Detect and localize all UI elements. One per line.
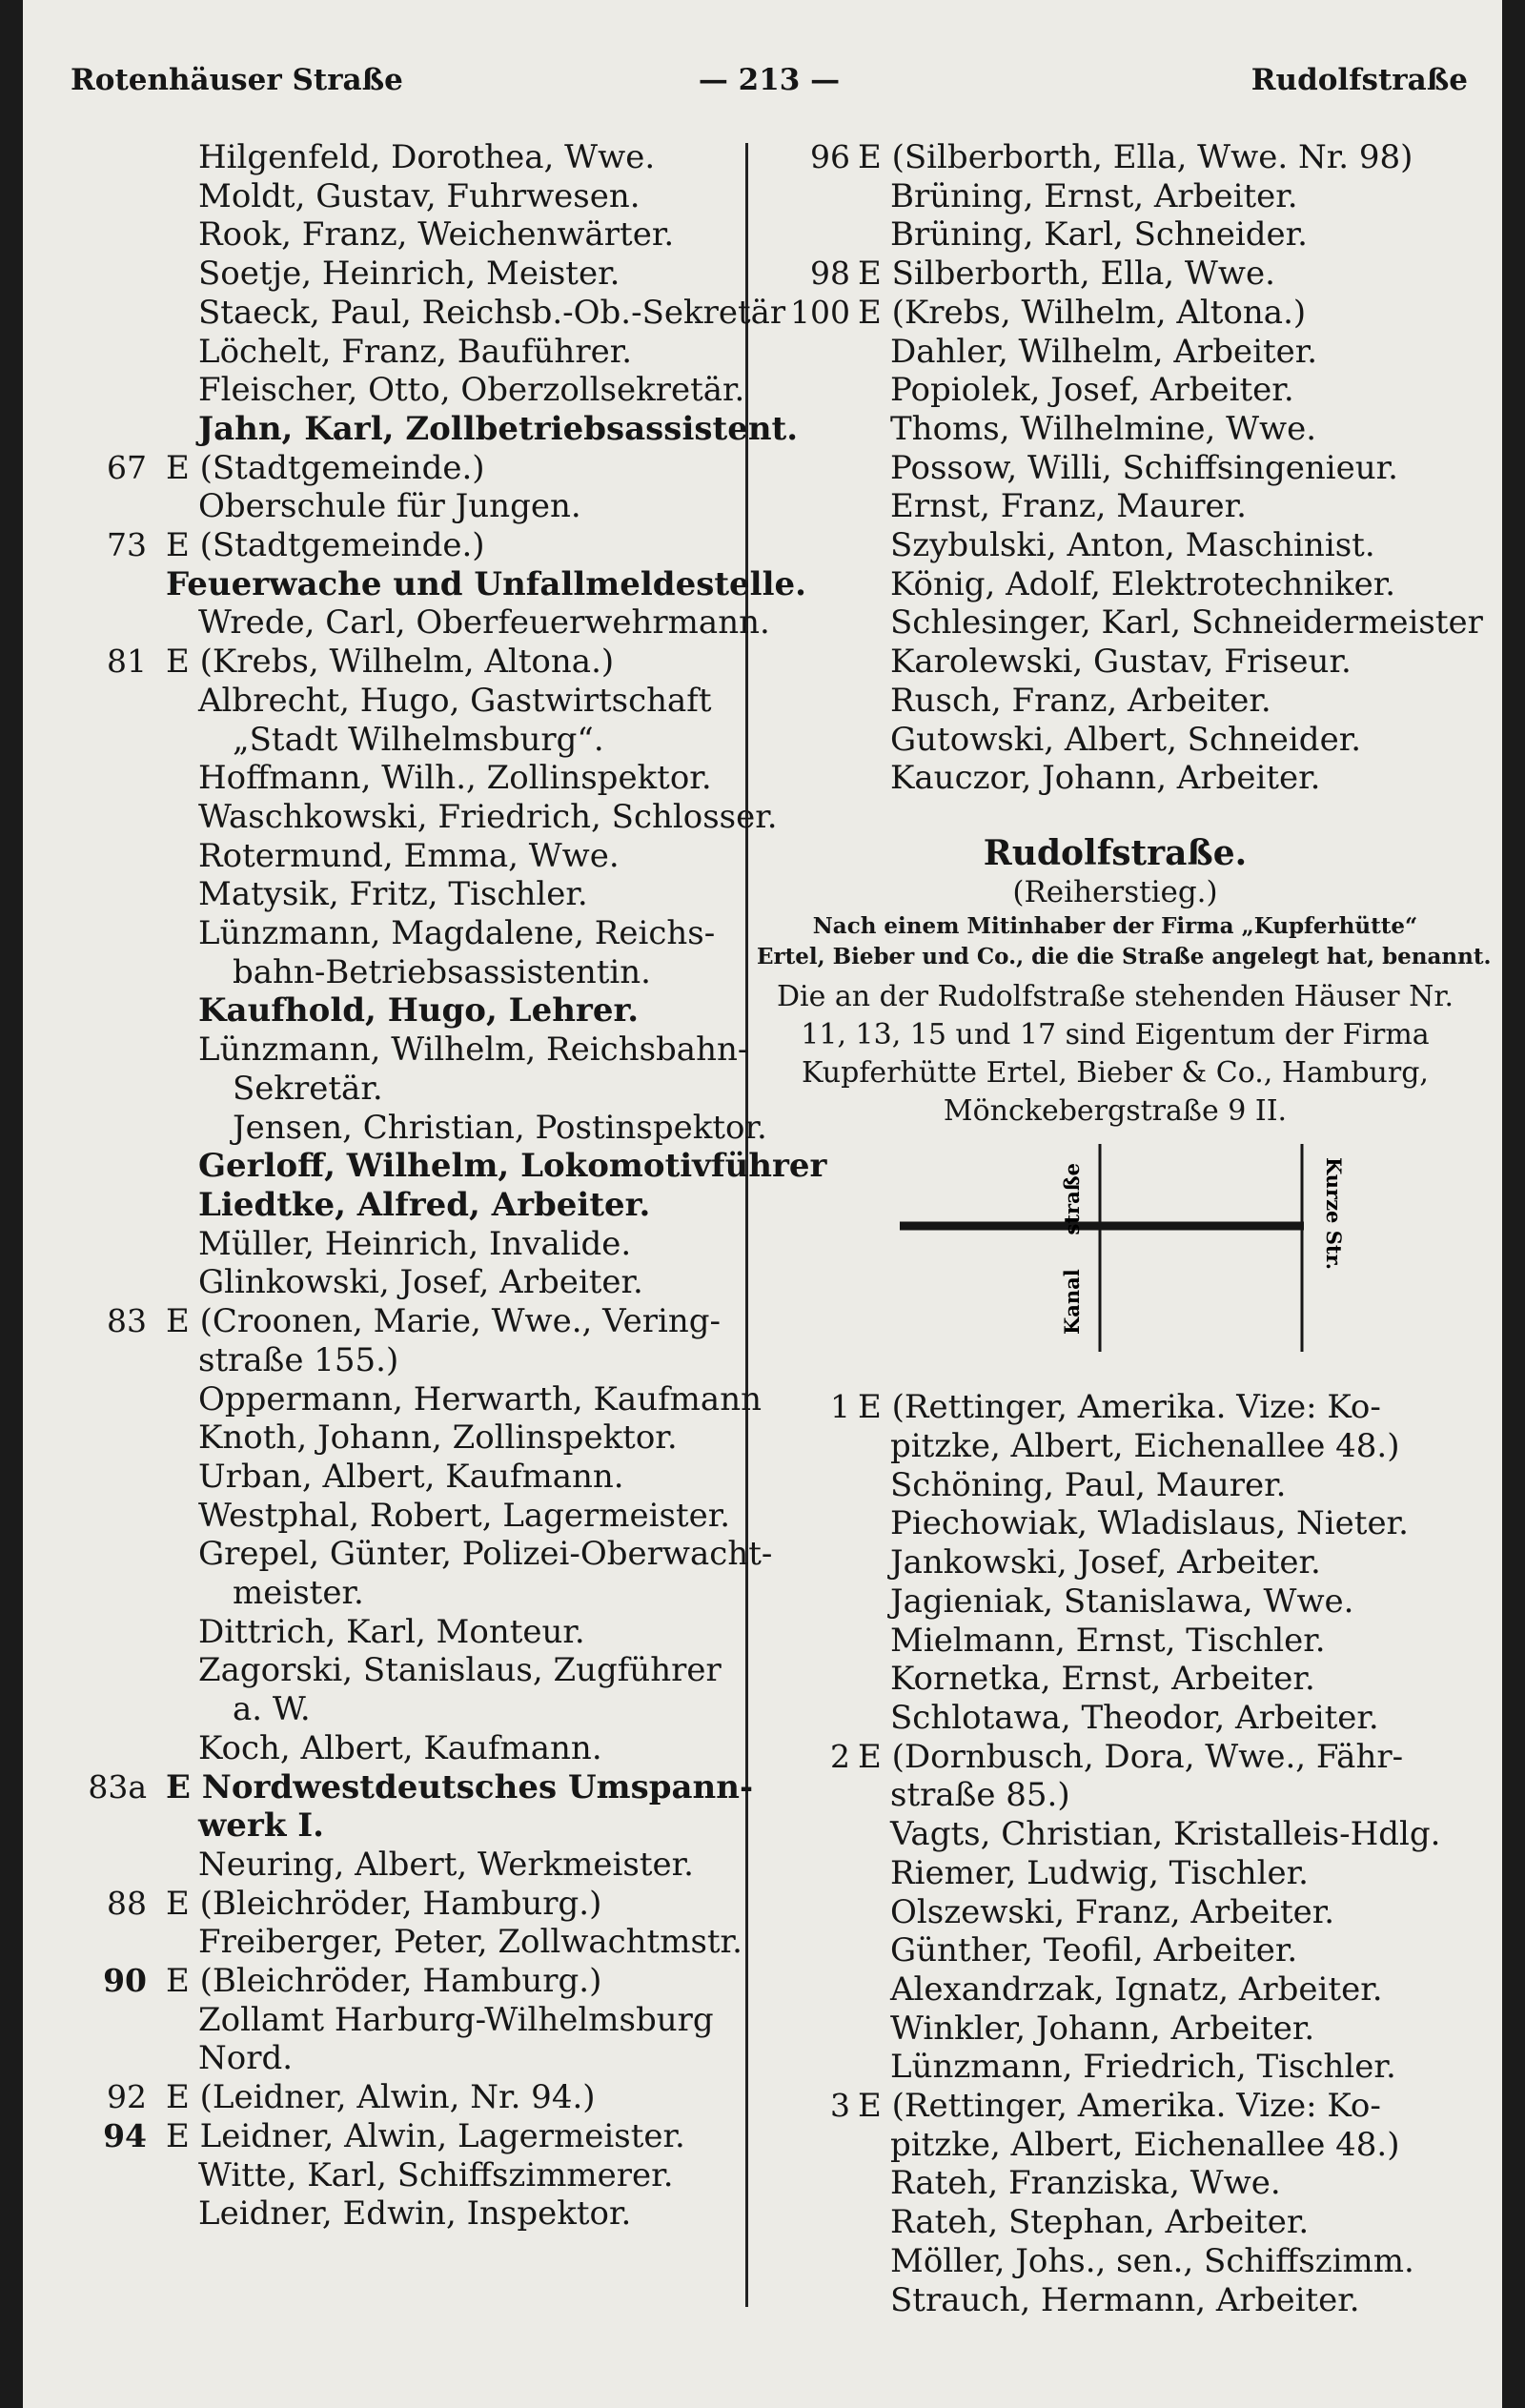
resident-line: Vagts, Christian, Kristalleis-Hdlg. — [890, 1815, 1441, 1854]
resident-line: Witte, Karl, Schiffszimmerer. — [198, 2155, 674, 2194]
house-number: 94 — [103, 2116, 147, 2154]
owner-line: straße 85.) — [890, 1776, 1070, 1815]
map-label-strasse: straße — [1060, 1163, 1084, 1235]
house-entry — [757, 293, 1483, 798]
resident-line: Dahler, Wilhelm, Arbeiter. — [890, 332, 1318, 371]
house-entry — [757, 255, 1474, 294]
resident-line: Rusch, Franz, Arbeiter. — [890, 681, 1271, 720]
resident-line: Winkler, Johann, Arbeiter. — [890, 2009, 1315, 2048]
resident-line: König, Adolf, Elektrotechniker. — [890, 564, 1396, 603]
street-subheading: (Reiherstieg.) — [1012, 874, 1218, 909]
resident-line: Grepel, Günter, Polizei-Oberwacht- — [198, 1535, 773, 1574]
owner-line: pitzke, Albert, Eichenallee 48.) — [890, 1427, 1400, 1466]
house-number: 98 — [810, 255, 850, 293]
resident-line: Brüning, Ernst, Arbeiter. — [890, 176, 1298, 215]
resident-line: Thoms, Wilhelmine, Wwe. — [890, 409, 1317, 448]
resident-line: Jensen, Christian, Postinspektor. — [233, 1108, 767, 1147]
resident-line: Schöning, Paul, Maurer. — [890, 1465, 1287, 1504]
owner-line: E (Stadtgemeinde.) — [166, 526, 485, 565]
resident-line: Koch, Albert, Kaufmann. — [198, 1728, 602, 1767]
resident-line: Glinkowski, Josef, Arbeiter. — [198, 1263, 643, 1302]
right-column — [757, 138, 1492, 2319]
house-entry — [80, 1767, 754, 1885]
owner-line: E (Bleichröder, Hamburg.) — [166, 1884, 602, 1923]
resident-line: Schlesinger, Karl, Schneidermeister — [890, 603, 1483, 643]
directory-page — [23, 0, 1502, 2408]
ownership-line: Mönckebergstraße 9 II. — [943, 1094, 1288, 1129]
owner-line: E (Rettinger, Amerika. Vize: Ko- — [858, 1388, 1381, 1427]
resident-line: Staeck, Paul, Reichsb.-Ob.-Sekretär — [198, 293, 786, 332]
house-number: 92 — [107, 2078, 147, 2116]
resident-line: Possow, Willi, Schiffsingenieur. — [890, 448, 1398, 487]
resident-line: Kornetka, Ernst, Arbeiter. — [890, 1660, 1315, 1699]
house-entry — [80, 526, 806, 643]
resident-line: Oppermann, Herwarth, Kaufmann — [198, 1379, 762, 1418]
house-entry — [80, 1302, 773, 1767]
resident-line: Olszewski, Franz, Arbeiter. — [890, 1892, 1335, 1931]
resident-line: Hilgenfeld, Dorothea, Wwe. — [198, 138, 656, 176]
house-number: 100 — [790, 293, 850, 331]
street-heading: Rudolfstraße. — [983, 832, 1248, 873]
owner-line: E Nordwestdeutsches Umspann- — [166, 1767, 754, 1806]
resident-line: Kauczor, Johann, Arbeiter. — [890, 759, 1321, 798]
owner-line: E (Leidner, Alwin, Nr. 94.) — [166, 2078, 596, 2117]
house-number: 67 — [107, 448, 147, 486]
column-divider — [745, 143, 748, 2307]
resident-line: Wrede, Carl, Oberfeuerwehrmann. — [198, 603, 770, 643]
resident-line: Rook, Franz, Weichenwärter. — [198, 215, 675, 255]
resident-line: Westphal, Robert, Lagermeister. — [198, 1496, 731, 1535]
resident-line: Dittrich, Karl, Monteur. — [198, 1612, 585, 1651]
house-number: 88 — [107, 1884, 147, 1922]
resident-line: Gutowski, Albert, Schneider. — [890, 720, 1362, 759]
resident-line: Löchelt, Franz, Bauführer. — [198, 332, 633, 371]
resident-line: Matysik, Fritz, Tischler. — [198, 875, 588, 914]
house-number: 83 — [107, 1302, 147, 1340]
resident-line: Rotermund, Emma, Wwe. — [198, 836, 620, 875]
resident-line: Müller, Heinrich, Invalide. — [198, 1224, 632, 1263]
resident-line: Jankowski, Josef, Arbeiter. — [890, 1543, 1321, 1582]
owner-line: werk I. — [198, 1806, 324, 1846]
house-entry — [757, 2087, 1474, 2319]
resident-line: Rateh, Franziska, Wwe. — [890, 2164, 1281, 2203]
owner-line: E (Krebs, Wilhelm, Altona.) — [166, 643, 615, 682]
running-head-right: Rudolfstraße — [1250, 63, 1468, 97]
house-entry — [757, 1738, 1474, 2087]
owner-line: E (Krebs, Wilhelm, Altona.) — [858, 293, 1307, 332]
ownership-line: Die an der Rudolfstraße stehenden Häuser Nr. — [776, 980, 1454, 1014]
house-entry — [80, 1962, 738, 2078]
street-location-map — [757, 1144, 1474, 1363]
resident-line: Kaufhold, Hugo, Lehrer. — [198, 991, 640, 1031]
running-head — [71, 63, 1468, 109]
resident-line: Szybulski, Anton, Maschinist. — [890, 526, 1375, 565]
owner-line: straße 155.) — [198, 1340, 399, 1379]
resident-line: meister. — [233, 1574, 364, 1613]
map-label-kurze-str: Kurze Str. — [1322, 1157, 1346, 1271]
resident-line: Alexandrzak, Ignatz, Arbeiter. — [890, 1969, 1383, 2009]
house-entry — [757, 138, 1474, 255]
street-name-note: Ertel, Bieber und Co., die die Straße angelegt hat, benannt. — [757, 944, 1492, 970]
institution-line: Feuerwache und Unfallmeldestelle. — [166, 564, 806, 603]
owner-line: E (Dornbusch, Dora, Wwe., Fähr- — [858, 1737, 1404, 1776]
street-name-note: Nach einem Mitinhaber der Firma „Kupferhütte“ — [812, 913, 1418, 940]
ownership-paragraph — [757, 978, 1474, 1131]
owner-line: E Silberborth, Ella, Wwe. — [858, 255, 1275, 294]
resident-line: Freiberger, Peter, Zollwachtmstr. — [198, 1923, 742, 1962]
house-entry — [757, 1388, 1474, 1737]
resident-line: Mielmann, Ernst, Tischler. — [890, 1621, 1326, 1660]
resident-line: Zollamt Harburg-Wilhelmsburg — [198, 2000, 714, 2039]
resident-line: Rateh, Stephan, Arbeiter. — [890, 2203, 1310, 2242]
resident-line: Sekretär. — [233, 1069, 383, 1108]
resident-line: Oberschule für Jungen. — [198, 487, 581, 526]
resident-line: Schlotawa, Theodor, Arbeiter. — [890, 1698, 1379, 1737]
resident-line: „Stadt Wilhelmsburg“. — [233, 720, 604, 759]
owner-line: E (Croonen, Marie, Wwe., Vering- — [166, 1302, 722, 1341]
house-entry — [80, 2078, 738, 2117]
resident-line: Strauch, Hermann, Arbeiter. — [890, 2280, 1360, 2319]
resident-line: Neuring, Albert, Werkmeister. — [198, 1845, 694, 1884]
owner-line: E (Silberborth, Ella, Wwe. Nr. 98) — [858, 138, 1413, 176]
resident-line: Ernst, Franz, Maurer. — [890, 487, 1247, 526]
page-number: — 213 — — [698, 63, 841, 97]
owner-line: E Leidner, Alwin, Lagermeister. — [166, 2116, 685, 2155]
resident-line: Albrecht, Hugo, Gastwirtschaft — [198, 681, 712, 720]
resident-line: Nord. — [198, 2039, 294, 2078]
house-number: 2 — [830, 1737, 850, 1775]
resident-line: Leidner, Edwin, Inspektor. — [198, 2194, 632, 2234]
house-entry — [80, 2117, 738, 2234]
resident-line: Möller, Johs., sen., Schiffszimm. — [890, 2241, 1414, 2280]
resident-line: Lünzmann, Magdalene, Reichs- — [198, 914, 716, 953]
resident-line: Piechowiak, Wladislaus, Nieter. — [890, 1504, 1409, 1543]
house-number: 1 — [830, 1388, 850, 1426]
map-label-kanal: Kanal — [1060, 1269, 1084, 1336]
resident-line: Soetje, Heinrich, Meister. — [198, 255, 620, 294]
resident-line: Popiolek, Josef, Arbeiter. — [890, 371, 1294, 410]
resident-line: Riemer, Ludwig, Tischler. — [890, 1853, 1309, 1892]
resident-line: Karolewski, Gustav, Friseur. — [890, 643, 1352, 682]
resident-line: a. W. — [233, 1690, 311, 1729]
house-entry — [80, 643, 827, 1302]
resident-line: Gerloff, Wilhelm, Lokomotivführer — [198, 1147, 827, 1186]
resident-line: Hoffmann, Wilh., Zollinspektor. — [198, 759, 712, 798]
house-number: 81 — [107, 643, 147, 681]
resident-line: Liedtke, Alfred, Arbeiter. — [198, 1185, 651, 1224]
house-number: 3 — [830, 2087, 850, 2125]
house-number: 96 — [810, 138, 850, 175]
street-map-graphic — [757, 1144, 1474, 1363]
owner-line: E (Bleichröder, Hamburg.) — [166, 1962, 602, 2001]
owner-line: pitzke, Albert, Eichenallee 48.) — [890, 2125, 1400, 2164]
resident-line: Waschkowski, Friedrich, Schlosser. — [198, 797, 778, 836]
resident-line: Fleischer, Otto, Oberzollsekretär. — [198, 371, 745, 410]
house-entry — [80, 1884, 742, 1962]
owner-line: E (Stadtgemeinde.) — [166, 448, 485, 487]
ownership-line: Kupferhütte Ertel, Bieber & Co., Hamburg, — [802, 1056, 1429, 1091]
resident-line: bahn-Betriebsassistentin. — [233, 952, 651, 991]
resident-line: Lünzmann, Wilhelm, Reichsbahn- — [198, 1031, 749, 1070]
resident-line: Zagorski, Stanislaus, Zugführer — [198, 1651, 722, 1690]
resident-line: Jahn, Karl, Zollbetriebsassistent. — [198, 409, 799, 448]
resident-line: Moldt, Gustav, Fuhrwesen. — [198, 176, 640, 215]
house-number: 90 — [103, 1962, 147, 2000]
house-number: 83a — [88, 1767, 147, 1806]
resident-line: Lünzmann, Friedrich, Tischler. — [890, 2048, 1396, 2087]
resident-line: Urban, Albert, Kaufmann. — [198, 1457, 624, 1496]
owner-line: E (Rettinger, Amerika. Vize: Ko- — [858, 2087, 1381, 2126]
resident-line: Knoth, Johann, Zollinspektor. — [198, 1418, 678, 1458]
resident-line: Jagieniak, Stanislawa, Wwe. — [890, 1582, 1354, 1621]
resident-line: Günther, Teofil, Arbeiter. — [890, 1931, 1298, 1970]
house-number: 73 — [107, 526, 147, 564]
resident-line: Brüning, Karl, Schneider. — [890, 215, 1308, 255]
ownership-line: 11, 13, 15 und 17 sind Eigentum der Firma — [801, 1018, 1430, 1052]
running-head-left: Rotenhäuser Straße — [71, 63, 403, 97]
house-entry — [80, 449, 738, 526]
house-entry — [80, 138, 799, 449]
